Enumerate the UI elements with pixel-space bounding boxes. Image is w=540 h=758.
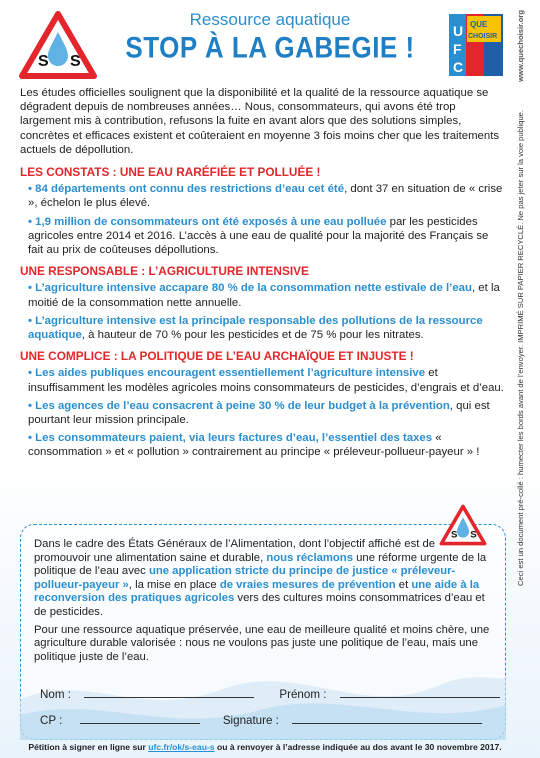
svg-text:S: S [38, 53, 49, 70]
bullet-item [28, 314, 504, 342]
ufc-que-choisir-logo [449, 14, 503, 76]
bullet-text: « consommation » et « pollution » contrairement au principe « préleveur-pollueur-payeur » ! [28, 432, 480, 459]
cp-field[interactable] [80, 712, 200, 724]
svg-text:CHOISIR: CHOISIR [468, 33, 498, 40]
website-text: www.quechoisir.org [516, 10, 525, 82]
bullet-text: par les pesticides agricoles entre 2014 et 2016. L’accès à une eau de qualité pour la majorité des Français se fait au prix de coûteuses dépollutions. [28, 215, 489, 257]
petition-text-part: et [395, 578, 412, 591]
bullet-highlight: • Les agences de l’eau consacrent à peine 30 % de leur budget à la prévention [28, 399, 450, 412]
nom-label: Nom : [40, 688, 71, 701]
bullet-item [28, 182, 504, 210]
form-row-cp [40, 712, 482, 727]
bullet-item [28, 366, 504, 394]
bullet-text: , qui est pourtant leur mission principale. [28, 399, 490, 427]
bullet-highlight: • L’agriculture intensive est la principale responsable des pollutions de la ressource aquatique [28, 314, 483, 342]
svg-text:S: S [470, 529, 477, 541]
main-content [20, 86, 504, 467]
signature-label: Signature : [222, 714, 279, 727]
bullet-highlight: • Les consommateurs paient, via leurs factures d’eau, l’essentiel des taxes [28, 432, 433, 445]
side-note-text: Ceci est un document pré-collé : humecter les bords avant de l’envoyer. IMPRIMÉ SUR PAPIER RECYCLÉ. Ne pas jeter sur la voie publique. [516, 110, 525, 586]
intro-paragraph: Les études officielles soulignent que la disponibilité et la qualité de la ressource aquatique se dégradent depuis de nombreuses années… Nous, consommateurs, qui avons été trop largement mis à contribution, refusons la fuite en avant alors que des solutions simples, concrètes et efficaces existent et coûteraient en moyenne 3 fois moins cher que les traitements actuels de dépollution. [20, 87, 500, 156]
bullet-highlight: • 1,9 million de consommateurs ont été exposés à une eau polluée [28, 215, 387, 228]
bullet-item [28, 281, 504, 309]
side-note-vertical [516, 110, 530, 730]
bullet-highlight: • Les aides publiques encouragent essentiellement l’agriculture intensive [28, 367, 426, 380]
petition-highlight: une application stricte du principe de justice « préleveur-pollueur-payeur » [34, 565, 456, 591]
footer-post: ou à renvoyer à l’adresse indiquée au dos avant le 30 novembre 2017. [214, 742, 502, 752]
section-responsable [20, 264, 504, 342]
petition-highlight: nous réclamons [266, 551, 353, 564]
bullet-text: , à hauteur de 70 % pour les pesticides et de 75 % pour les nitrates. [81, 329, 424, 342]
footer-pre: Pétition à signer en ligne sur [28, 742, 149, 752]
form-row-name [40, 686, 500, 701]
section-title: LES CONSTATS : UNE EAU RARÉFIÉE ET POLLUÉE ! [20, 165, 321, 180]
website-vertical [516, 10, 530, 90]
bullet-text: , dont 37 en situation de « crise », échelon le plus élevé. [28, 183, 503, 210]
svg-text:QUE: QUE [470, 20, 488, 29]
bullet-item [28, 431, 504, 459]
svg-text:S: S [451, 529, 458, 541]
svg-text:U: U [453, 23, 464, 39]
bullet-text: , et la moitié de la consommation nette annuelle. [28, 282, 500, 309]
prenom-label: Prénom : [279, 688, 327, 701]
cp-label: CP : [40, 714, 63, 727]
section-constats [20, 165, 504, 257]
petition-text-part: , la mise en place [128, 578, 220, 591]
section-title: UNE RESPONSABLE : L’AGRICULTURE INTENSIVE [20, 264, 309, 279]
section-title: UNE COMPLICE : LA POLITIQUE DE L’EAU ARCHAÏQUE ET INJUSTE ! [20, 349, 414, 364]
svg-text:F: F [453, 41, 462, 57]
petition-link[interactable]: ufc.fr/ok/s-eau-s [148, 742, 215, 752]
prenom-field[interactable] [340, 686, 500, 698]
petition-text-part: vers des cultures moins consommatrices d’eau et de pesticides. [34, 592, 485, 618]
bullet-item [28, 399, 504, 427]
svg-text:S: S [70, 53, 81, 70]
petition-text-part: une réforme urgente de la politique de l’eau avec [34, 551, 487, 578]
petition-paragraph-1 [34, 538, 492, 620]
bullet-highlight: • L’agriculture intensive accapare 80 % de la consommation nette estivale de l’eau [28, 282, 472, 295]
bullet-text: et insuffisamment les modèles agricoles moins consommateurs de pesticides, d’engrais et d’eau. [28, 367, 504, 394]
sos-warning-logo [18, 10, 98, 80]
petition-highlight: une aide à la reconversion des pratiques agricoles [34, 578, 480, 605]
footer-note [20, 742, 510, 752]
petition-text-part: Dans le cadre des États Généraux de l’Alimentation, dont l’objectif affiché est de promouvoir une alimentation saine et durable, [34, 538, 436, 564]
header-subtitle: Ressource aquatique [189, 10, 351, 29]
petition-paragraph-2: Pour une ressource aquatique préservée, une eau de meilleure qualité et moins chère, une agriculture durable valorisée : nous ne voulons pas juste une politique de l’eau, mais une politique juste de l’eau. [34, 623, 490, 663]
petition-highlight: de vraies mesures de prévention [219, 578, 396, 591]
nom-field[interactable] [84, 686, 254, 698]
svg-text:C: C [453, 59, 464, 75]
signature-field[interactable] [292, 712, 482, 724]
petition-text [34, 538, 492, 664]
bullet-highlight: • 84 départements ont connu des restrictions d’eau cet été [28, 183, 345, 196]
bullet-item [28, 215, 504, 258]
header-title: STOP À LA GABEGIE ! [125, 29, 415, 65]
section-complice [20, 349, 504, 459]
